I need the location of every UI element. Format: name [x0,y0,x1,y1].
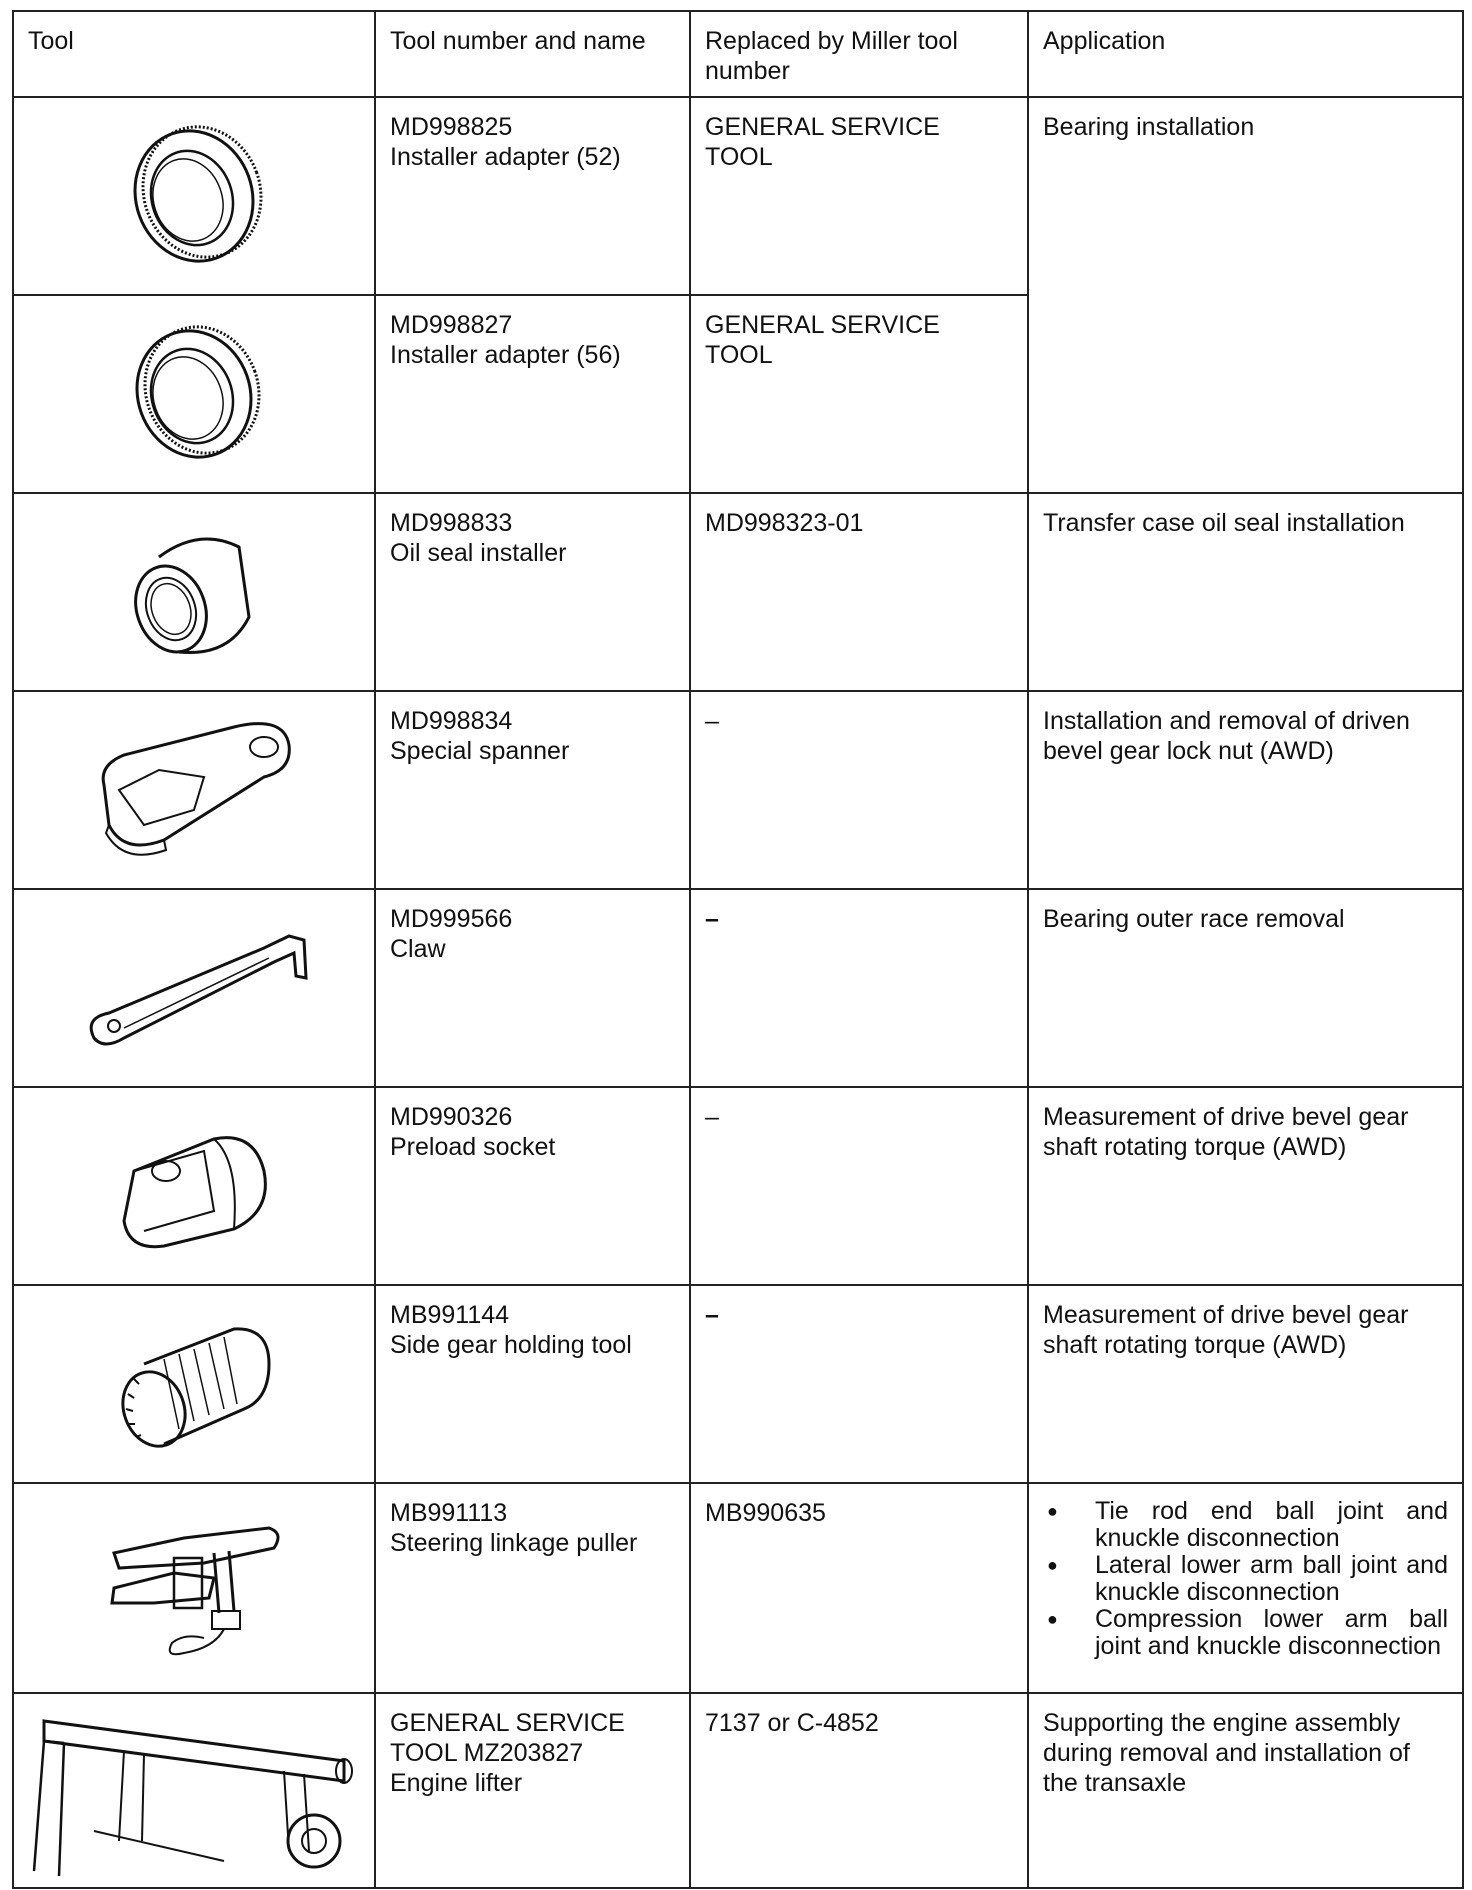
replaced-by-cell: – [690,691,1028,889]
tool-image-cell [13,1087,375,1285]
installer-adapter-ring-icon [114,116,274,276]
tool-name: Installer adapter (52) [390,143,621,171]
tool-name: Installer adapter (56) [390,341,621,369]
header-tool: Tool [13,11,375,97]
application-cell: Bearing installation [1028,97,1463,493]
tool-number: MD990326 [390,1103,513,1131]
tool-image-cell [13,1693,375,1888]
steering-linkage-puller-icon [94,1503,294,1673]
tool-number-name-cell [375,889,690,1087]
application-cell: Measurement of drive bevel gear shaft rotating torque (AWD) [1028,1087,1463,1285]
side-gear-holding-tool-icon [104,1309,284,1459]
tool-number: MD998825 [390,113,513,141]
tool-number: GENERAL SERVICE TOOL MZ203827 [390,1709,625,1767]
claw-icon [74,918,314,1058]
tool-number-name-cell [375,97,690,295]
tool-number: MB991144 [390,1301,510,1329]
special-tools-table [12,10,1464,1889]
application-cell: Bearing outer race removal [1028,889,1463,1087]
table-row [13,1693,1463,1888]
tool-name: Engine lifter [390,1769,523,1797]
tool-image-cell [13,493,375,691]
replaced-by-cell: MB990635 [690,1483,1028,1693]
tool-number-name-cell [375,1087,690,1285]
table-row [13,1483,1463,1693]
engine-lifter-icon [24,1701,364,1881]
oil-seal-installer-icon [119,517,269,667]
tool-name: Side gear holding tool [390,1331,632,1359]
tool-name: Steering linkage puller [390,1529,638,1557]
tool-name: Preload socket [390,1133,556,1161]
table-header-row [13,11,1463,97]
tool-name: Claw [390,935,446,963]
special-tools-sheet [12,10,1462,1880]
tool-name: Oil seal installer [390,539,567,567]
tool-image-cell [13,1285,375,1483]
application-cell [1028,1483,1463,1693]
list-item: ● Lateral lower arm ball joint and knuckle disconnection [1043,1552,1448,1606]
tool-number-name-cell [375,1483,690,1693]
tool-number: MD998834 [390,707,513,735]
installer-adapter-ring-icon [114,314,274,474]
list-item: ● Tie rod end ball joint and knuckle disconnection [1043,1498,1448,1552]
replaced-by-cell: GENERAL SERVICE TOOL [690,295,1028,493]
application-cell: Measurement of drive bevel gear shaft rotating torque (AWD) [1028,1285,1463,1483]
preload-socket-icon [104,1111,284,1261]
tool-number: MD999566 [390,905,513,933]
tool-number: MD998833 [390,509,513,537]
table-row [13,1087,1463,1285]
tool-image-cell [13,295,375,493]
tool-number-name-cell [375,295,690,493]
header-application: Application [1028,11,1463,97]
header-replaced-by: Replaced by Miller tool number [690,11,1028,97]
replaced-by-cell: GENERAL SERVICE TOOL [690,97,1028,295]
tool-number-name-cell [375,493,690,691]
tool-name: Special spanner [390,737,570,765]
application-cell: Supporting the engine assembly during removal and installation of the transaxle [1028,1693,1463,1888]
replaced-by-cell: – [690,889,1028,1087]
special-spanner-icon [84,715,304,865]
tool-number: MB991113 [390,1499,508,1527]
application-cell: Transfer case oil seal installation [1028,493,1463,691]
tool-image-cell [13,691,375,889]
application-bullet-list [1043,1498,1448,1660]
tool-number-name-cell [375,1285,690,1483]
tool-image-cell [13,889,375,1087]
table-row [13,889,1463,1087]
table-row [13,493,1463,691]
replaced-by-cell: MD998323-01 [690,493,1028,691]
table-row [13,1285,1463,1483]
header-tool-number-name: Tool number and name [375,11,690,97]
tool-number: MD998827 [390,311,513,339]
table-row [13,97,1463,295]
tool-number-name-cell [375,691,690,889]
table-row [13,691,1463,889]
tool-image-cell [13,1483,375,1693]
tool-image-cell [13,97,375,295]
list-item: ● Compression lower arm ball joint and knuckle disconnection [1043,1606,1448,1660]
application-cell: Installation and removal of driven bevel gear lock nut (AWD) [1028,691,1463,889]
replaced-by-cell: – [690,1285,1028,1483]
replaced-by-cell: – [690,1087,1028,1285]
replaced-by-cell: 7137 or C-4852 [690,1693,1028,1888]
tool-number-name-cell [375,1693,690,1888]
